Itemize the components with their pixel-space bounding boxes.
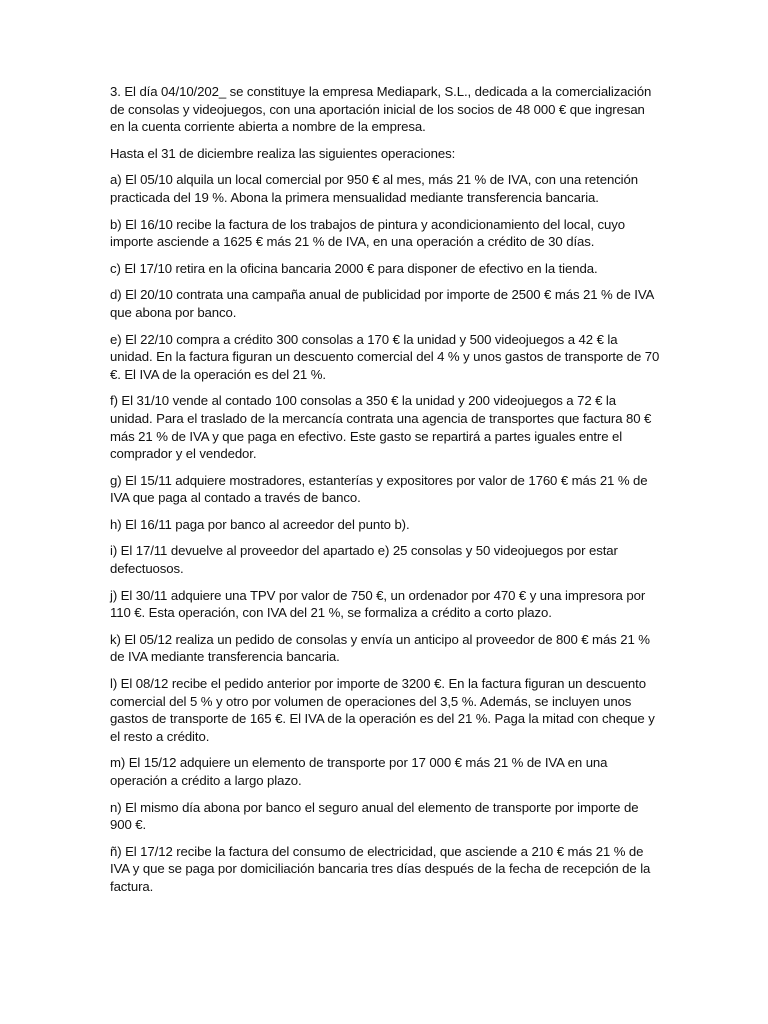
operation-k: k) El 05/12 realiza un pedido de consolas y envía un anticipo al proveedor de 800 € más 21 % de IVA mediante transferencia bancaria. [110,631,650,665]
document-page [110,83,662,905]
operation-a: a) El 05/10 alquila un local comercial por 950 € al mes, más 21 % de IVA, con una retención practicada del 19 %. Abona la primera mensualidad mediante transferencia bancaria. [110,172,638,205]
operation-enye: ñ) El 17/12 recibe la factura del consumo de electricidad, que asciende a 210 € más 21 % de IVA y que se paga por domiciliación bancaria tres días después de la fecha de recepción de la factura. [110,843,651,894]
operation-i: i) El 17/11 devuelve al proveedor del apartado e) 25 consolas y 50 videojuegos por estar defectuosos. [110,543,618,577]
operation-c: c) El 17/10 retira en la oficina bancaria 2000 € para disponer de efectivo en la tienda. [110,260,598,276]
operation-e: e) El 22/10 compra a crédito 300 consolas a 170 € la unidad y 500 videojuegos a 42 € la unidad. En la factura figuran un descuento comercial del 4 % y unos gastos de transporte de 70 €. El IVA de la operación es del 21 %. [110,331,660,382]
operation-l: l) El 08/12 recibe el pedido anterior por importe de 3200 €. En la factura figuran un descuento comercial del 5 % y otro por volumen de operaciones del 3,5 %. Además, se incluyen unos gastos de transporte de 165 €. El IVA de la operación es del 21 %. Paga la mitad con cheque y el resto a crédito. [110,676,655,744]
intro-paragraph: 3. El día 04/10/202_ se constituye la empresa Mediapark, S.L., dedicada a la comercialización de consolas y videojuegos, con una aportación inicial de los socios de 48 000 € que ingresan en la cuenta corriente abierta a nombre de la empresa. [110,84,652,135]
operation-f: f) El 31/10 vende al contado 100 consolas a 350 € la unidad y 200 videojuegos a 72 € la unidad. Para el traslado de la mercancía contrata una agencia de transportes que factura 80 € más 21 % de IVA y que paga en efectivo. Este gasto se repartirá a partes iguales entre el comprador y el vendedor. [110,393,652,462]
operation-h: h) El 16/11 paga por banco al acreedor del punto b). [110,516,410,532]
operation-m: m) El 15/12 adquiere un elemento de transporte por 17 000 € más 21 % de IVA en una operación a crédito a largo plazo. [110,755,608,788]
operation-g: g) El 15/11 adquiere mostradores, estanterías y expositores por valor de 1760 € más 21 % de IVA que paga al contado a través de banco. [110,472,648,506]
operations-heading: Hasta el 31 de diciembre realiza las siguientes operaciones: [110,145,456,161]
operation-b: b) El 16/10 recibe la factura de los trabajos de pintura y acondicionamiento del local, cuyo importe asciende a 1625 € más 21 % de IVA, en una operación a crédito de 30 días. [110,216,625,250]
operation-n: n) El mismo día abona por banco el seguro anual del elemento de transporte por importe de 900 €. [110,799,639,833]
operation-j: j) El 30/11 adquiere una TPV por valor de 750 €, un ordenador por 470 € y una impresora por 110 €. Esta operación, con IVA del 21 %, se formaliza a crédito a corto plazo. [110,587,646,621]
operation-d: d) El 20/10 contrata una campaña anual de publicidad por importe de 2500 € más 21 % de IVA que abona por banco. [110,287,654,320]
